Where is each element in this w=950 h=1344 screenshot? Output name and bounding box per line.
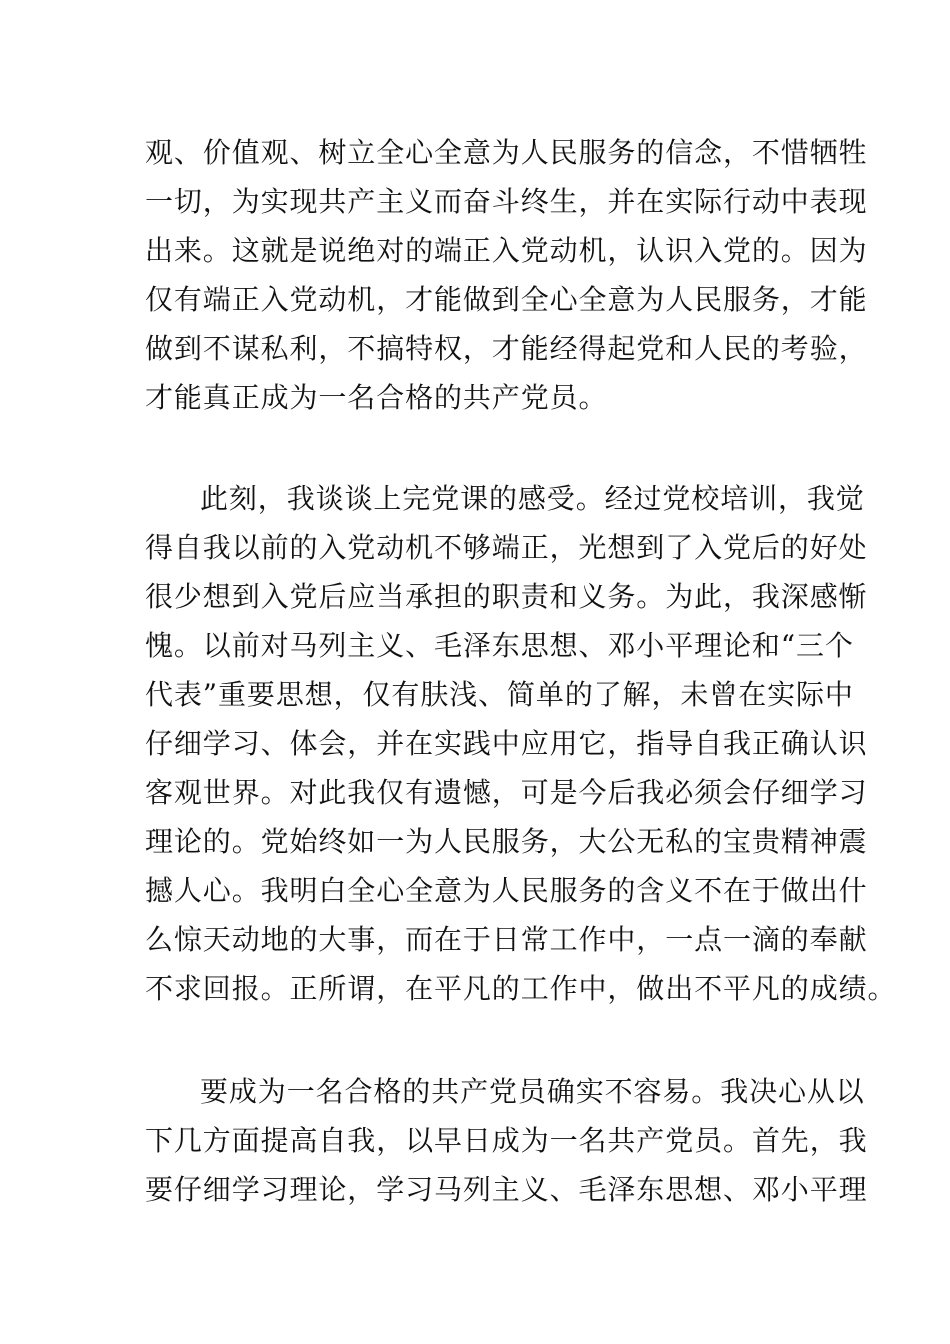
text-line: 得自我以前的入党动机不够端正，光想到了入党后的好处 bbox=[145, 531, 868, 564]
text-line: 仅有端正入党动机，才能做到全心全意为人民服务，才能 bbox=[145, 283, 868, 316]
text-line: 愧。以前对马列主义、毛泽东思想、邓小平理论和“三个 bbox=[145, 629, 854, 662]
paragraph-1 bbox=[145, 128, 868, 422]
text-line: 很少想到入党后应当承担的职责和义务。为此，我深感惭 bbox=[145, 580, 868, 613]
text-line: 客观世界。对此我仅有遗憾，可是今后我必须会仔细学习 bbox=[145, 776, 868, 809]
text-line: 撼人心。我明白全心全意为人民服务的含义不在于做出什 bbox=[145, 874, 868, 907]
paragraph-3 bbox=[145, 1067, 868, 1214]
text-line-first: 要成为一名合格的共产党员确实不容易。我决心从以 bbox=[200, 1075, 865, 1108]
text-line: 下几方面提高自我，以早日成为一名共产党员。首先，我 bbox=[145, 1124, 868, 1157]
text-line-first: 此刻，我谈谈上完党课的感受。经过党校培训，我觉 bbox=[200, 482, 865, 515]
text-line: 一切，为实现共产主义而奋斗终生，并在实际行动中表现 bbox=[145, 185, 868, 218]
text-line: 出来。这就是说绝对的端正入党动机，认识入党的。因为 bbox=[145, 234, 868, 267]
text-line: 理论的。党始终如一为人民服务，大公无私的宝贵精神震 bbox=[145, 825, 868, 858]
paragraph-2 bbox=[145, 474, 897, 1013]
text-line: 才能真正成为一名合格的共产党员。 bbox=[145, 381, 608, 414]
text-line: 仔细学习、体会，并在实践中应用它，指导自我正确认识 bbox=[145, 727, 868, 760]
text-line: 代表”重要思想，仅有肤浅、简单的了解，未曾在实际中 bbox=[145, 678, 854, 711]
text-line: 么惊天动地的大事，而在于日常工作中，一点一滴的奉献 bbox=[145, 923, 868, 956]
text-line: 要仔细学习理论，学习马列主义、毛泽东思想、邓小平理 bbox=[145, 1173, 868, 1206]
text-line: 不求回报。正所谓，在平凡的工作中，做出不平凡的成绩。 bbox=[145, 972, 897, 1005]
text-line: 观、价值观、树立全心全意为人民服务的信念，不惜牺牲 bbox=[145, 136, 868, 169]
text-line: 做到不谋私利，不搞特权，才能经得起党和人民的考验， bbox=[145, 332, 868, 365]
